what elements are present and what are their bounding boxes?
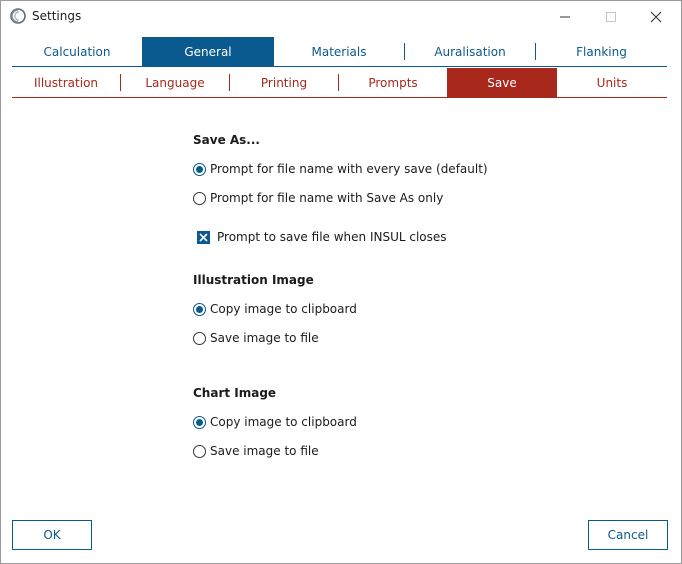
checkbox-label: Prompt to save file when INSUL closes (217, 230, 447, 244)
secondary-tab-bar (12, 68, 667, 98)
illustration-image-heading: Illustration Image (193, 273, 314, 287)
radio-label: Copy image to clipboard (210, 415, 357, 429)
maximize-icon (605, 11, 617, 23)
minimize-button[interactable] (542, 1, 588, 32)
radio-label: Copy image to clipboard (210, 302, 357, 316)
tab-materials[interactable]: Materials (311, 44, 367, 59)
checkbox-prompt-on-close[interactable] (193, 229, 447, 245)
window-title: Settings (32, 9, 82, 23)
tab-units[interactable]: Units (596, 75, 628, 90)
tab-calculation[interactable]: Calculation (43, 44, 111, 59)
radio-selected-icon (193, 163, 206, 176)
radio-label: Prompt for file name with every save (default) (210, 162, 488, 176)
chart-image-heading: Chart Image (193, 386, 277, 400)
radio-unselected-icon (193, 332, 206, 345)
ok-button[interactable]: OK (12, 520, 92, 550)
tab-prompts[interactable]: Prompts (368, 75, 418, 90)
title-bar (1, 1, 681, 32)
primary-tab-bar (12, 37, 667, 67)
close-button[interactable] (633, 1, 679, 32)
radio-label: Save image to file (210, 331, 319, 345)
tab-printing[interactable]: Printing (260, 75, 308, 90)
maximize-button[interactable] (588, 1, 634, 32)
radio-selected-icon (193, 416, 206, 429)
radio-unselected-icon (193, 192, 206, 205)
app-logo-icon (10, 8, 26, 24)
tab-flanking[interactable]: Flanking (576, 44, 627, 59)
radio-prompt-every-save[interactable] (193, 161, 488, 177)
tab-illustration[interactable]: Illustration (33, 75, 99, 90)
radio-label: Prompt for file name with Save As only (210, 191, 444, 205)
save-as-heading: Save As... (193, 133, 260, 147)
radio-prompt-save-as-only[interactable] (193, 190, 443, 206)
minimize-icon (559, 11, 571, 23)
cancel-button[interactable]: Cancel (588, 520, 668, 550)
radio-chart-file[interactable] (193, 443, 319, 459)
close-icon (650, 11, 662, 23)
radio-unselected-icon (193, 445, 206, 458)
radio-illustration-file[interactable] (193, 330, 319, 346)
checkbox-checked-icon (197, 231, 210, 244)
tab-auralisation[interactable]: Auralisation (434, 44, 506, 59)
radio-illustration-clipboard[interactable] (193, 301, 357, 317)
tab-save[interactable]: Save (447, 68, 557, 97)
tab-general[interactable]: General (142, 37, 274, 66)
radio-chart-clipboard[interactable] (193, 414, 357, 430)
radio-selected-icon (193, 303, 206, 316)
radio-label: Save image to file (210, 444, 319, 458)
tab-language[interactable]: Language (145, 75, 205, 90)
